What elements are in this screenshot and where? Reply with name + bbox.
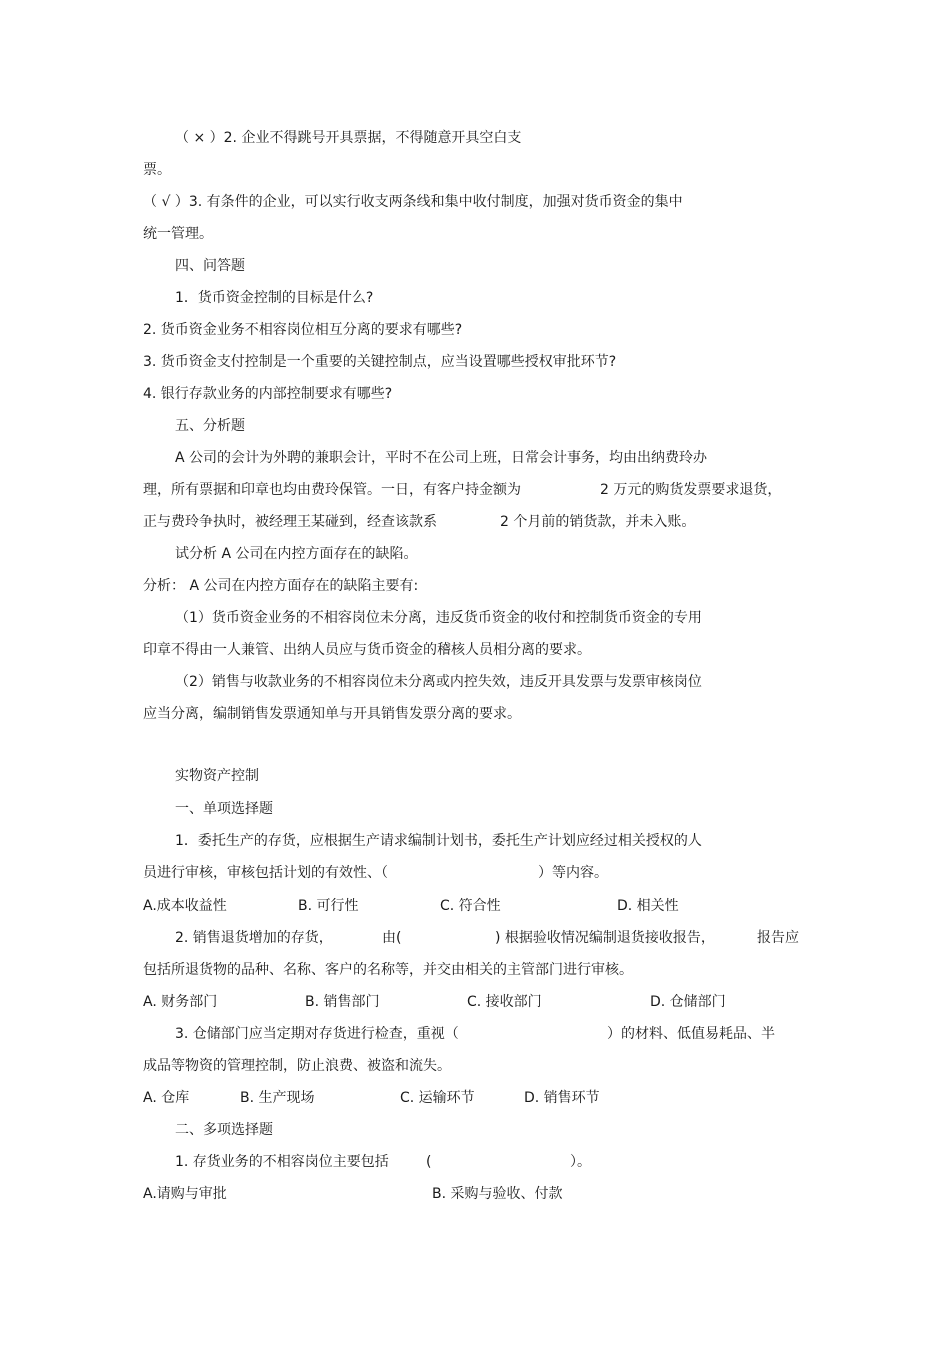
multi-choice-heading: 二、多项选择题 (175, 1122, 273, 1138)
answer-point-2-line2: 应当分离，编制销售发票通知单与开具销售发票分离的要求。 (143, 706, 521, 722)
single-choice-heading: 一、单项选择题 (175, 801, 273, 817)
analysis-task: 试分析 A 公司在内控方面存在的缺陷。 (175, 546, 418, 562)
case-line-3b: 2 个月前的销货款，并未入账。 (500, 514, 696, 530)
single-q3-line1a: 3. 仓储部门应当定期对存货进行检查，重视（ (175, 1026, 459, 1042)
single-q1-line1: 1．委托生产的存货，应根据生产请求编制计划书，委托生产计划应经过相关授权的人 (175, 833, 702, 849)
section-title: 实物资产控制 (175, 768, 259, 784)
single-q2-line2: 包括所退货物的品种、名称、客户的名称等，并交由相关的主管部门进行审核。 (143, 962, 633, 978)
single-q3-option-d: D. 销售环节 (524, 1090, 600, 1106)
judge-q3-line2: 统一管理。 (143, 226, 213, 242)
case-line-2b: 2 万元的购货发票要求退货， (600, 482, 782, 498)
case-line-2a: 理，所有票据和印章也均由费玲保管。一日，有客户持金额为 (143, 482, 521, 498)
judge-q2-line1: （ × ）2. 企业不得跳号开具票据，不得随意开具空白支 (175, 130, 522, 146)
analysis-heading: 五、分析题 (175, 418, 245, 434)
single-q3-line2: 成品等物资的管理控制，防止浪费、被盗和流失。 (143, 1058, 451, 1074)
single-q2-line1a: 2. 销售退货增加的存货， (175, 930, 333, 946)
answer-point-2-line1: （2）销售与收款业务的不相容岗位未分离或内控失效，违反开具发票与发票审核岗位 (175, 674, 702, 690)
multi-q1-line1b: ( (426, 1154, 432, 1170)
single-q1-option-b: B. 可行性 (298, 898, 359, 914)
analysis-answer-intro: 分析： A 公司在内控方面存在的缺陷主要有: (143, 578, 419, 594)
single-q1-option-c: C. 符合性 (440, 898, 501, 914)
multi-q1-line1c: ）。 (570, 1154, 591, 1170)
qa-item-4: 4. 银行存款业务的内部控制要求有哪些? (143, 386, 393, 402)
multi-q1-line1a: 1. 存货业务的不相容岗位主要包括 (175, 1154, 389, 1170)
case-line-1: A 公司的会计为外聘的兼职会计，平时不在公司上班，日常会计事务，均由出纳费玲办 (175, 450, 708, 466)
single-q1-option-d: D. 相关性 (617, 898, 679, 914)
qa-heading: 四、问答题 (175, 258, 245, 274)
qa-item-2: 2. 货币资金业务不相容岗位相互分离的要求有哪些? (143, 322, 463, 338)
single-q1-option-a: A.成本收益性 (143, 898, 227, 914)
single-q1-line2a: 员进行审核，审核包括计划的有效性、（ (143, 865, 388, 881)
single-q2-option-d: D. 仓储部门 (650, 994, 726, 1010)
multi-q1-option-b: B. 采购与验收、付款 (432, 1186, 563, 1202)
answer-point-1-line1: （1）货币资金业务的不相容岗位未分离，违反货币资金的收付和控制货币资金的专用 (175, 610, 702, 626)
multi-q1-option-a: A.请购与审批 (143, 1186, 227, 1202)
single-q2-option-b: B. 销售部门 (305, 994, 380, 1010)
single-q1-line2b: ）等内容。 (538, 865, 608, 881)
judge-q2-line2: 票。 (143, 162, 171, 178)
single-q2-line1d: 报告应 (757, 930, 799, 946)
qa-item-3: 3. 货币资金支付控制是一个重要的关键控制点，应当设置哪些授权审批环节? (143, 354, 617, 370)
single-q3-line1b: ）的材料、低值易耗品、半 (607, 1026, 775, 1042)
single-q3-option-b: B. 生产现场 (240, 1090, 315, 1106)
single-q3-option-c: C. 运输环节 (400, 1090, 475, 1106)
single-q2-option-a: A. 财务部门 (143, 994, 218, 1010)
single-q2-option-c: C. 接收部门 (467, 994, 542, 1010)
case-line-3a: 正与费玲争执时，被经理王某碰到，经查该款系 (143, 514, 437, 530)
answer-point-1-line2: 印章不得由一人兼管、出纳人员应与货币资金的稽核人员相分离的要求。 (143, 642, 591, 658)
single-q2-line1c: ) 根据验收情况编制退货接收报告， (495, 930, 715, 946)
single-q2-line1b: 由( (382, 930, 402, 946)
judge-q3-line1: （ √ ）3. 有条件的企业，可以实行收支两条线和集中收付制度，加强对货币资金的集中 (143, 194, 683, 210)
qa-item-1: 1．货币资金控制的目标是什么? (175, 290, 374, 306)
single-q3-option-a: A. 仓库 (143, 1090, 190, 1106)
